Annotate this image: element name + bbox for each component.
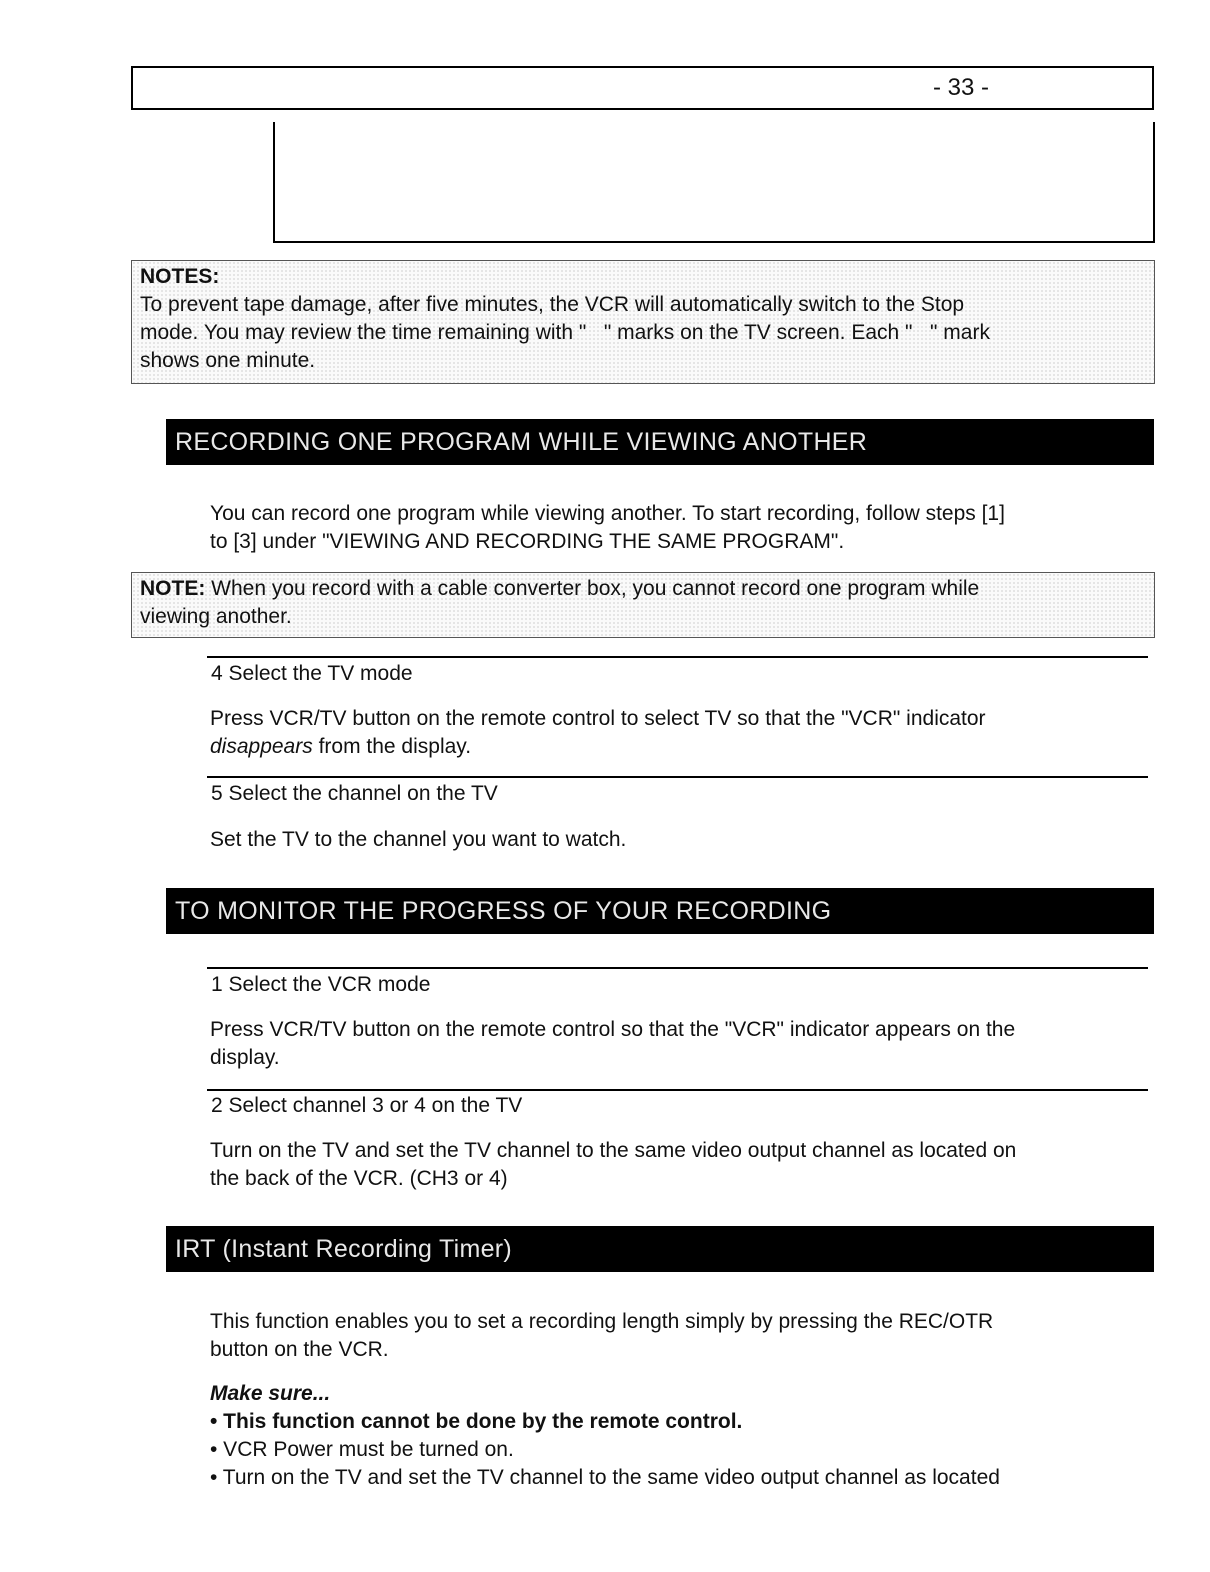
step-title: 4 Select the TV mode <box>211 662 413 685</box>
section-intro <box>210 500 1150 556</box>
notes-line: mode. You may review the time remaining with " " marks on the TV screen. Each " " mark <box>140 321 990 344</box>
page-number: - 33 - <box>933 74 990 101</box>
list-item: • VCR Power must be turned on. <box>210 1438 514 1461</box>
emphasis-text: disappears <box>210 735 313 758</box>
note-text: When you record with a cable converter box, you cannot record one program while <box>205 577 980 600</box>
step-divider <box>207 1089 1148 1091</box>
note-box <box>131 572 1155 638</box>
list-item: • Turn on the TV and set the TV channel to the same video output channel as located <box>210 1466 1000 1489</box>
text-line: from the display. <box>312 735 472 758</box>
note-text: viewing another. <box>140 605 292 628</box>
list-item: • This function cannot be done by the remote control. <box>210 1410 743 1433</box>
text-line: Turn on the TV and set the TV channel to the same video output channel as located on <box>210 1139 1017 1162</box>
text-line: This function enables you to set a recording length simply by pressing the REC/OTR <box>210 1310 994 1333</box>
page-header-box <box>131 66 1154 110</box>
figure-frame <box>273 122 1155 243</box>
notes-box <box>131 260 1155 384</box>
text-line: Press VCR/TV button on the remote control so that the "VCR" indicator appears on the <box>210 1018 1016 1041</box>
text-line: display. <box>210 1046 280 1069</box>
step-divider <box>207 776 1148 778</box>
section-heading: IRT (Instant Recording Timer) <box>166 1226 1154 1272</box>
section-heading: RECORDING ONE PROGRAM WHILE VIEWING ANOTHER <box>166 419 1154 465</box>
step-divider <box>207 967 1148 969</box>
notes-line: shows one minute. <box>140 349 316 372</box>
step-title: 5 Select the channel on the TV <box>211 782 498 805</box>
step-body <box>210 1016 1150 1072</box>
make-sure-heading: Make sure... <box>210 1382 331 1405</box>
make-sure-list <box>210 1380 1150 1492</box>
text-line: Press VCR/TV button on the remote control to select TV so that the "VCR" indicator <box>210 707 986 730</box>
notes-line: To prevent tape damage, after five minutes, the VCR will automatically switch to the Stop <box>140 293 965 316</box>
step-body <box>210 826 1150 854</box>
step-divider <box>207 656 1148 658</box>
text-line: the back of the VCR. (CH3 or 4) <box>210 1167 508 1190</box>
text-line: button on the VCR. <box>210 1338 389 1361</box>
note-label: NOTE: <box>140 577 206 600</box>
step-body <box>210 1137 1150 1193</box>
text-line: to [3] under "VIEWING AND RECORDING THE SAME PROGRAM". <box>210 530 845 553</box>
section-intro <box>210 1308 1150 1364</box>
step-body <box>210 705 1150 761</box>
text-line: Set the TV to the channel you want to watch. <box>210 828 627 851</box>
text-line: You can record one program while viewing another. To start recording, follow steps [1] <box>210 502 1005 525</box>
step-title: 2 Select channel 3 or 4 on the TV <box>211 1094 523 1117</box>
notes-label: NOTES: <box>140 265 220 288</box>
section-heading: TO MONITOR THE PROGRESS OF YOUR RECORDING <box>166 888 1154 934</box>
step-title: 1 Select the VCR mode <box>211 973 431 996</box>
